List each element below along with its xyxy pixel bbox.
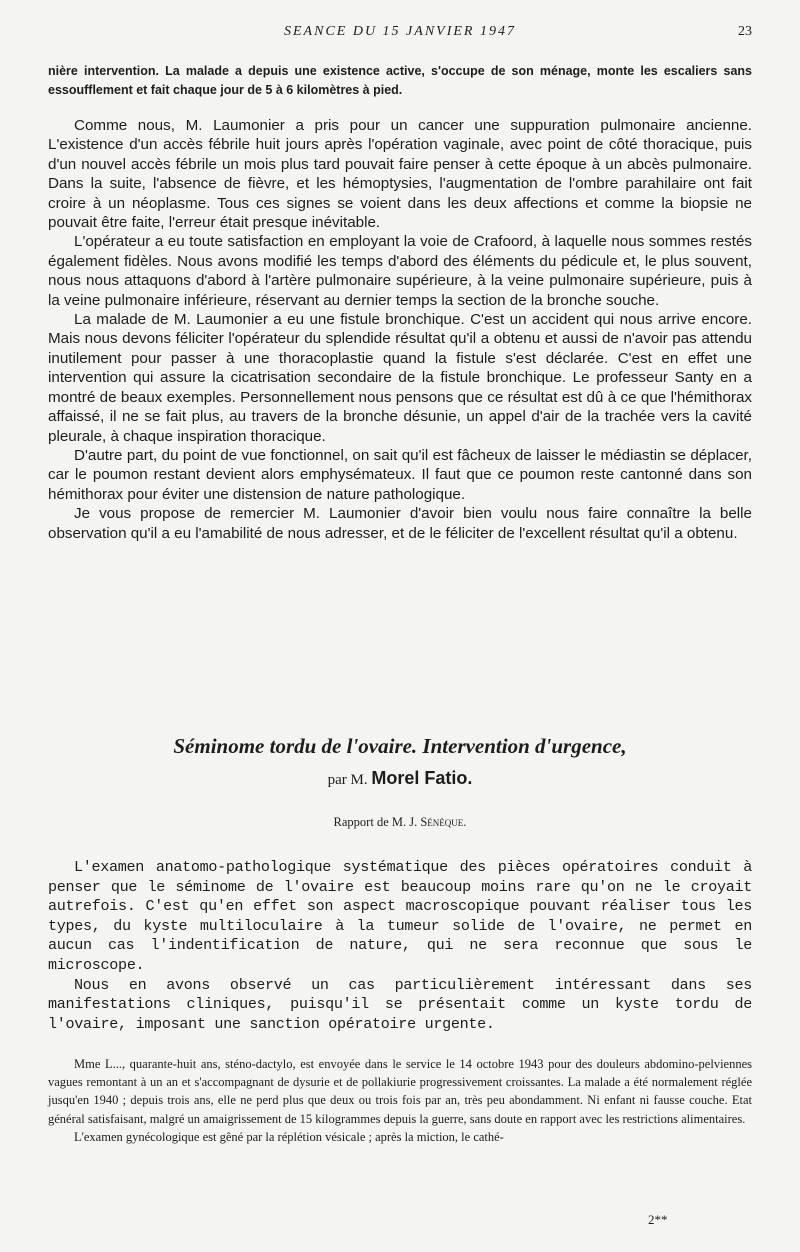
rapport-line (48, 815, 752, 830)
article-paragraph: Nous en avons observé un cas particulièrement intéressant dans ses manifestations cliniques, puisqu'il se présentait comme un kyste tordu de l'ovaire, imposant une sanction opératoire urgente. (48, 975, 752, 1033)
running-title: SEANCE DU 15 JANVIER 1947 (284, 24, 516, 39)
article-body (48, 858, 752, 1034)
case-title: Mme (74, 1057, 101, 1071)
article-title: Séminome tordu de l'ovaire. Intervention d'urgence, (173, 734, 627, 758)
article-byline (48, 768, 752, 789)
discussion-section (48, 116, 752, 543)
case-paragraph: L'examen gynécologique est gêné par la réplétion vésicale ; après la miction, le cathé- (74, 1129, 504, 1144)
discussion-paragraph: Comme nous, M. Laumonier a pris pour un cancer une suppuration pulmonaire ancienne. L'existence d'un accès fébrile huit jours après l'opération vaginale, avec point de côté thoracique, puis d'un nouvel accès fébrile un mois plus tard pouvait faire penser à cette époque à un abcès pulmonaire. Dans la suite, l'absence de fièvre, et les hémoptysies, l'augmentation de l'ombre parahilaire ont fait croire à un néoplasme. Tous ces signes se voient dans les deux affections et comme la biopsie ne pouvait être faite, l'erreur était presque inévitable. (48, 117, 752, 232)
signature-mark: 2** (648, 1212, 668, 1227)
rapport-prefix: Rapport de M. J. (333, 815, 418, 829)
case-paragraph (48, 1055, 752, 1128)
carryover-paragraph: nière intervention. La malade a depuis une existence active, s'occupe de son ménage, monte les escaliers sans essoufflement et fait chaque jour de 5 à 6 kilomètres à pied. (48, 64, 752, 97)
case-text: L..., quarante-huit ans, sténo-dactylo, est envoyée dans le service le 14 octobre 1943 pour des douleurs abdomino-pelviennes vagues remontant à un an et s'accompagnant de dysurie et de pollakiurie progressivement croissantes. La malade a été normalement réglée jusqu'en 1940 ; depuis trois ans, elle ne perd plus que deux ou trois fois par an, très peu abondamment. Ni enfant ni fausse couche. Etat général satisfaisant, malgré un amaigrissement de 15 kilogrammes depuis la guerre, sans doute en rapport avec les restrictions alimentaires. (48, 1057, 752, 1126)
page-number: 23 (738, 24, 752, 39)
running-header (48, 24, 752, 46)
discussion-paragraph: Je vous propose de remercier M. Laumonier d'avoir bien voulu nous faire connaître la belle observation qu'il a eu l'amabilité de nous adresser, et de le féliciter de l'excellent résultat qu'il a obtenu. (48, 505, 752, 542)
rapporteur-name: Sénèque. (420, 815, 467, 829)
byline-prefix: par M. (327, 772, 368, 788)
case-report (48, 1055, 752, 1146)
discussion-paragraph: La malade de M. Laumonier a eu une fistule bronchique. C'est un accident qui nous arrive encore. Mais nous devons féliciter l'opérateur du splendide résultat qu'il a obtenu et aussi de n'avoir pas attendu inutilement pour passer à une thoracoplastie quand la fistule s'est déclarée. C'est en effet une intervention qui assure la cicatrisation secondaire de la fistule bronchique. Le professeur Santy en a montré de beaux exemples. Personnellement nous pensons que ce résultat est dû à ce que l'hémithorax affaissé, il ne se fait plus, au travers de la bronche désunie, un appel d'air de la trachée vers la cavité pleurale, à chaque inspiration thoracique. (48, 311, 752, 445)
discussion-paragraph: L'opérateur a eu toute satisfaction en employant la voie de Crafoord, à laquelle nous sommes restés également fidèles. Nous avons modifié les temps d'abord des éléments du pédicule et, le plus souvent, nous nous attaquons d'abord à l'artère pulmonaire supérieure, à la veine pulmonaire supérieure, puis à la veine pulmonaire inférieure, réservant au dernier temps la section de la bronche souche. (48, 233, 752, 309)
article-author: Morel Fatio. (371, 768, 473, 788)
article-paragraph: L'examen anatomo-pathologique systématique des pièces opératoires conduit à penser que le séminome de l'ovaire est beaucoup moins rare qu'on ne le croyait autrefois. C'est qu'en effet son aspect macroscopique pouvant réaliser tous les types, du kyste multiloculaire à la tumeur solide de l'ovaire, ne permet en aucun cas l'indentification de nature, qui ne sera reconnue que sous le microscope. (48, 858, 752, 974)
discussion-paragraph: D'autre part, du point de vue fonctionnel, on sait qu'il est fâcheux de laisser le médiastin se déplacer, car le poumon restant devient alors emphysémateux. Il faut que ce poumon reste cantonné dans son hémithorax pour éviter une distension de nature pathologique. (48, 446, 752, 503)
